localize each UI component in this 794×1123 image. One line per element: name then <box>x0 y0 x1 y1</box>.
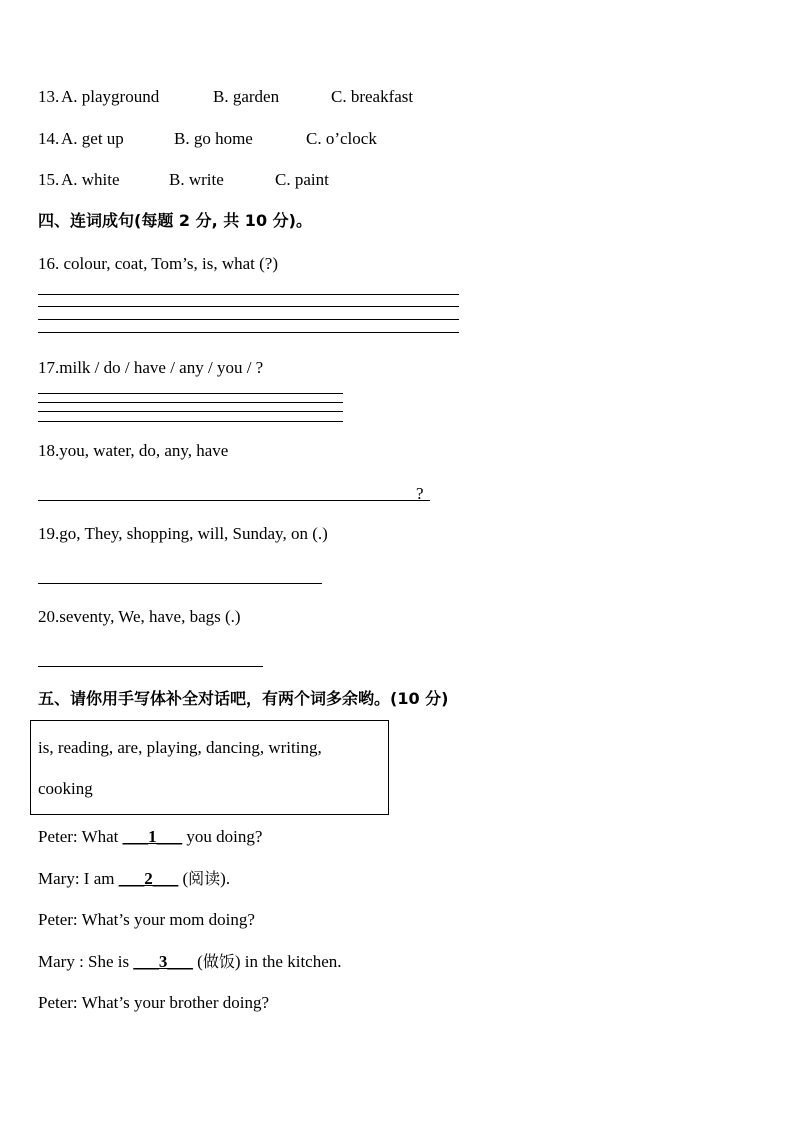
answer-line[interactable] <box>38 332 459 333</box>
blank-1[interactable]: ___1___ <box>122 827 183 846</box>
question-number: 14. <box>38 129 60 148</box>
answer-line[interactable] <box>38 411 343 412</box>
dialogue-line: Peter: What’s your mom doing? <box>38 910 255 929</box>
option-c: C. paint <box>275 170 329 189</box>
answer-line[interactable] <box>38 393 343 394</box>
dialogue-text: ( <box>192 952 203 971</box>
dialogue-line <box>38 869 230 889</box>
dialogue-text: ) in the kitchen. <box>234 952 342 971</box>
dialogue-line: Peter: What’s your brother doing? <box>38 993 270 1012</box>
blank-3[interactable]: ___3___ <box>133 952 193 971</box>
question-17-prompt: 17.milk / do / have / any / you / ? <box>38 358 264 377</box>
question-13 <box>38 87 59 107</box>
option-c: C. breakfast <box>331 87 414 106</box>
word-bank-line: cooking <box>38 779 93 798</box>
blank-2[interactable]: ___2___ <box>118 869 179 888</box>
dialogue-text: Mary: I am <box>38 869 119 888</box>
dialogue-text: you doing? <box>182 827 263 846</box>
dialogue-line <box>38 827 262 847</box>
dialogue-text: ( <box>178 869 189 888</box>
dialogue-line <box>38 952 342 972</box>
option-a: A. playground <box>61 87 160 106</box>
option-c: C. o’clock <box>306 129 377 148</box>
question-number: 15. <box>38 170 60 189</box>
option-a: A. get up <box>61 129 124 148</box>
word-bank-line: is, reading, are, playing, dancing, writing, <box>38 738 322 757</box>
answer-line[interactable] <box>38 319 459 320</box>
answer-line[interactable] <box>38 421 343 422</box>
option-b: B. write <box>169 170 224 189</box>
section-heading: 四、连词成句(每题 2 分, 共 10 分)。 <box>38 211 312 230</box>
question-16-prompt: 16. colour, coat, Tom’s, is, what (?) <box>38 254 279 273</box>
dialogue-text: Mary : She is <box>38 952 134 971</box>
question-19-prompt: 19.go, They, shopping, will, Sunday, on (.) <box>38 524 328 543</box>
option-b: B. garden <box>213 87 280 106</box>
answer-line[interactable] <box>38 666 263 667</box>
question-number: 13. <box>38 87 60 106</box>
answer-line[interactable] <box>38 306 459 307</box>
question-mark: ? <box>416 484 424 503</box>
chinese-hint: 做饭 <box>202 952 235 971</box>
chinese-hint: 阅读 <box>188 869 221 888</box>
dialogue-text: ). <box>220 869 231 888</box>
question-18-prompt: 18.you, water, do, any, have <box>38 441 229 460</box>
answer-line[interactable] <box>38 294 459 295</box>
question-20-prompt: 20.seventy, We, have, bags (.) <box>38 607 241 626</box>
answer-line[interactable] <box>38 583 322 584</box>
answer-line[interactable] <box>38 402 343 403</box>
dialogue-text: Peter: What <box>38 827 123 846</box>
answer-line[interactable] <box>38 500 430 501</box>
option-a: A. white <box>61 170 120 189</box>
option-b: B. go home <box>174 129 253 148</box>
word-bank-box <box>30 720 389 815</box>
section-heading: 五、请你用手写体补全对话吧，有两个词多余哟。(10 分) <box>38 689 449 708</box>
